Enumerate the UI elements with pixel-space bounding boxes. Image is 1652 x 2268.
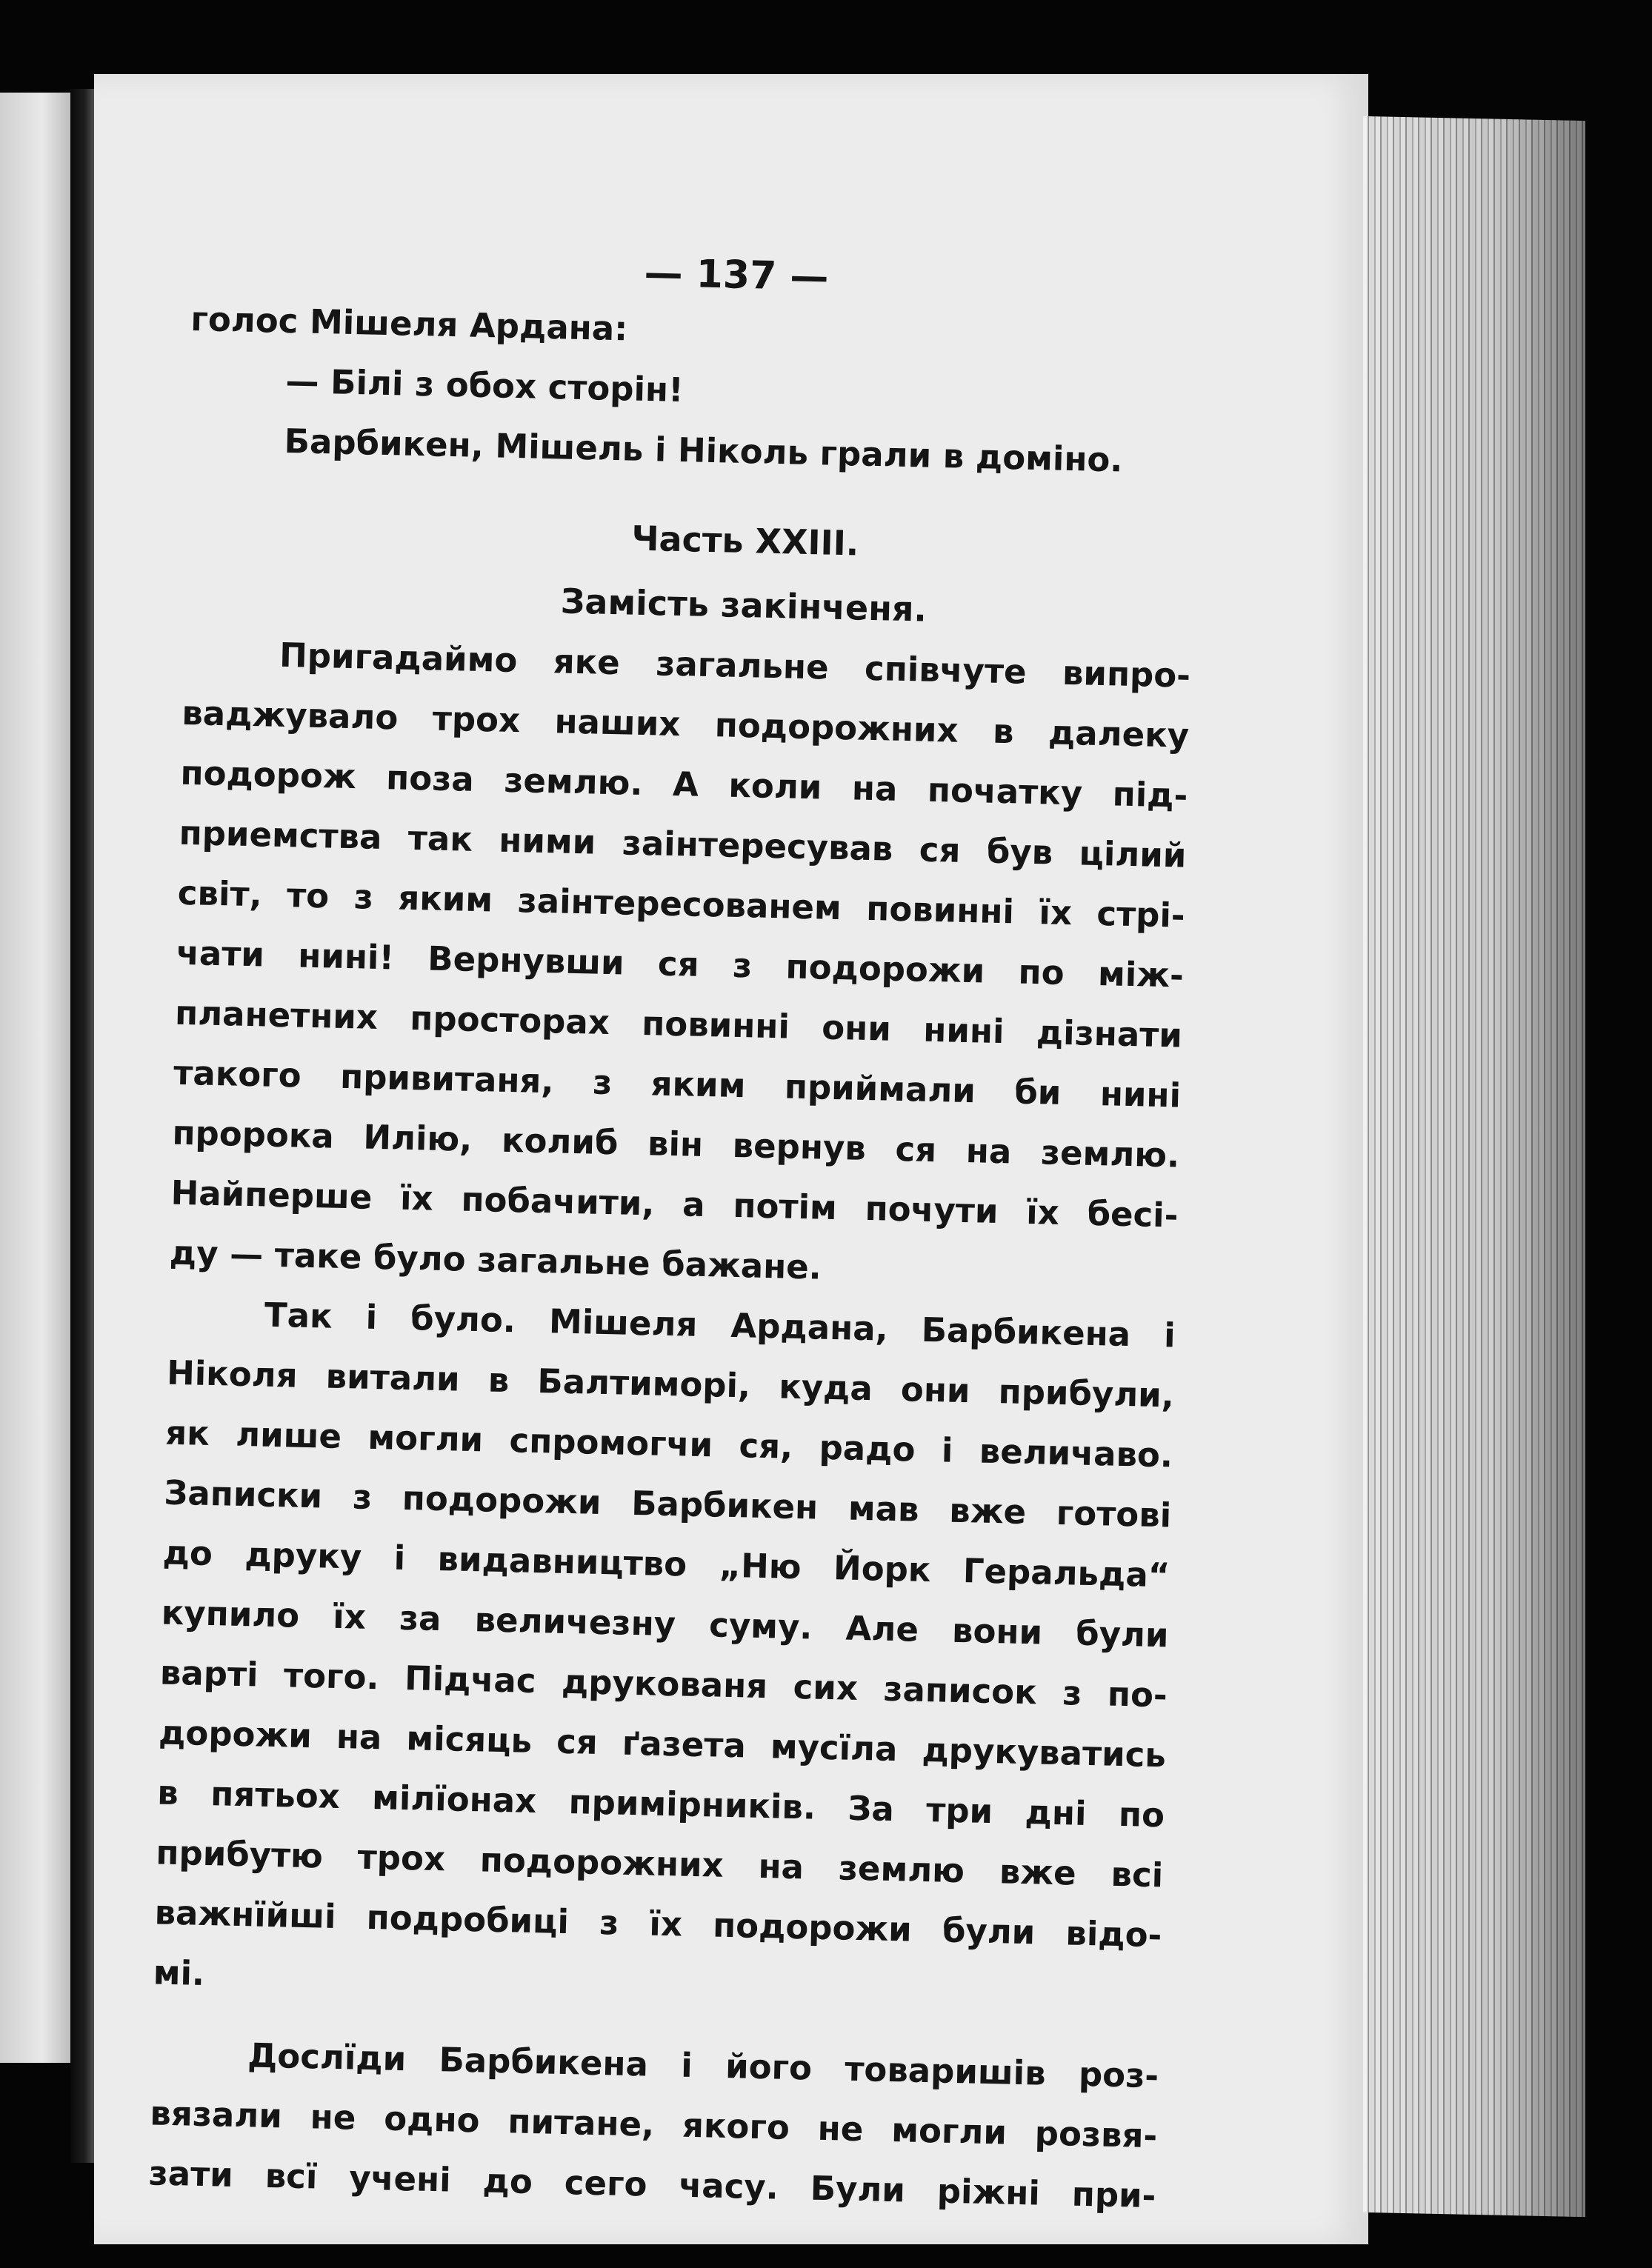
paragraph-line: дорожи на місяць ся ґазета мусїла друкуватись — [158, 1712, 1167, 1775]
paragraph-line: ду — таке було загальне бажане. — [169, 1233, 822, 1287]
paragraph-line: купило їх за величезну суму. Але вони були — [161, 1592, 1170, 1655]
paragraph-line: такого привитаня, з яким приймали би нині — [173, 1053, 1182, 1115]
paragraph-line: в пятьох мілїонах примірників. За три дні по — [156, 1772, 1165, 1835]
paragraph-line: важнїйші подробиці з їх подорожи були відо- — [154, 1892, 1162, 1955]
paragraph-line: Найперше їх побачити, а потім почути їх бесі- — [170, 1173, 1179, 1235]
paragraph-line: пророка Илію, колиб він вернув ся на землю. — [171, 1113, 1180, 1175]
paragraph-line: приемства так ними заінтересував ся був цілий — [179, 813, 1187, 875]
paragraph-line: до друку і видавництво „Ню Йорк Геральда“ — [162, 1532, 1170, 1595]
paragraph-line: чати нині! Вернувши ся з подорожи по між- — [176, 933, 1185, 995]
book-gutter — [70, 89, 94, 2163]
paragraph-line: вязали не одно питане, якого не могли розвя- — [149, 2093, 1158, 2156]
paragraph-line: зати всї учені до сего часу. Були ріжні при- — [148, 2153, 1156, 2216]
text-line: голос Мішеля Ардана: — [190, 298, 628, 349]
page-text — [148, 237, 1200, 2226]
paragraph-line: Ніколя витали в Балтиморі, куда они прибули, — [166, 1353, 1175, 1415]
paragraph-line: Дослїди Барбикена і його товаришів роз- — [247, 2035, 1159, 2096]
paragraph-line: Пригадаймо яке загальне співчуте випро- — [279, 635, 1191, 696]
paragraph-line: як лише могли спромогчи ся, радо і величаво. — [164, 1413, 1173, 1475]
page-number: — 137 — — [643, 250, 830, 300]
paragraph-3 — [148, 2023, 1159, 2226]
paragraph-line: ваджувало трох наших подорожних в далеку — [181, 693, 1190, 756]
chapter-subtitle: Замість закінченя. — [560, 581, 927, 630]
paragraph-line: світ, то з яким заінтересованем повинні їх стрі- — [177, 873, 1186, 935]
paragraph-1 — [169, 623, 1191, 1306]
chapter-title: Часть XXIII. — [630, 518, 859, 564]
text-line: Барбикен, Мішель і Ніколь грали в доміно. — [284, 421, 1124, 480]
dialog-line: — Білі з обох сторін! — [285, 361, 685, 410]
left-page-edge — [0, 93, 70, 2063]
paragraph-2 — [153, 1283, 1176, 2026]
paragraph-line: планетних просторах повинні они нині дізнати — [174, 993, 1183, 1055]
paragraph-line: Так і було. Мішеля Ардана, Барбикена і — [264, 1295, 1176, 1355]
paragraph-line: прибутю трох подорожних на землю вже всі — [155, 1832, 1164, 1895]
paragraph-line: подорож поза землю. А коли на початку під- — [179, 753, 1188, 816]
paragraph-line: Записки з подорожи Барбикен мав вже готові — [163, 1472, 1172, 1535]
paragraph-line: варті того. Підчас друкованя сих записок з по- — [159, 1652, 1168, 1715]
paragraph-line: мі. — [153, 1952, 205, 1993]
fore-edge-shadow — [1363, 116, 1585, 2217]
